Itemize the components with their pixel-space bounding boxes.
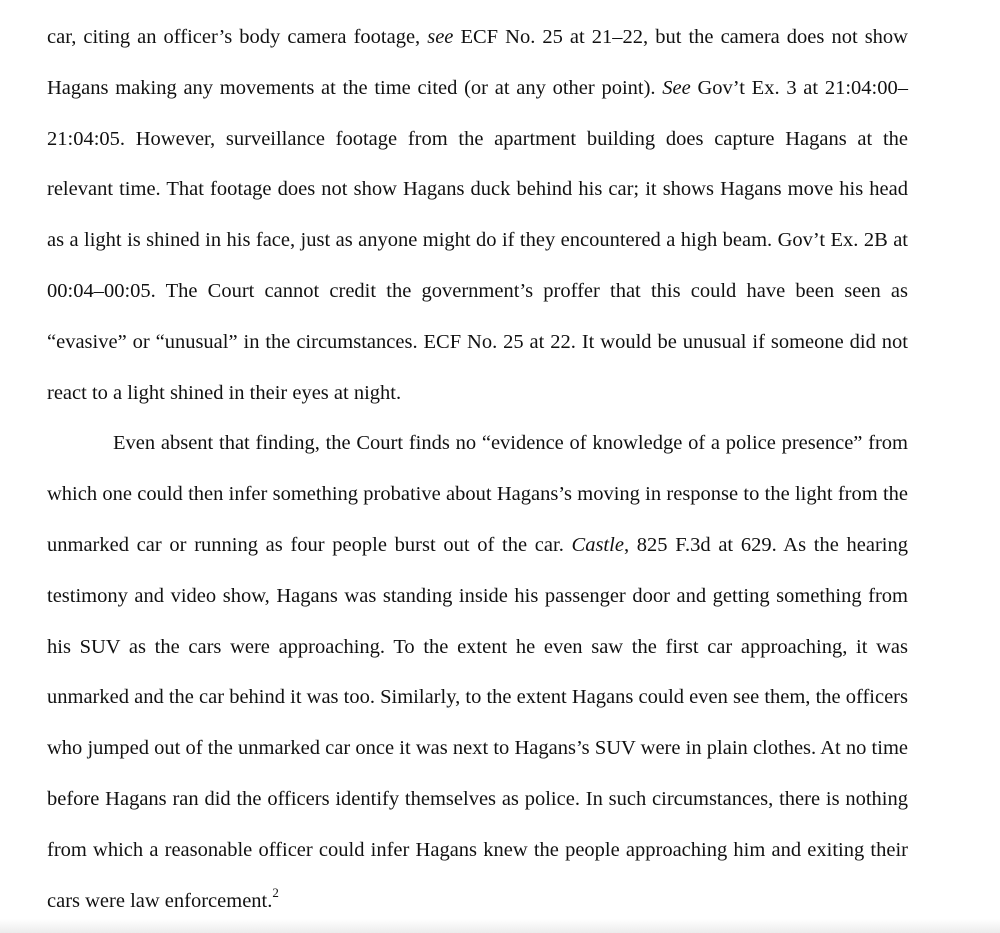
paragraph-knowledge-of-police xyxy=(47,418,908,926)
page-bottom-shadow xyxy=(0,919,1000,933)
paragraph-continuation xyxy=(47,12,908,418)
signal-see-italic: see xyxy=(427,26,454,48)
document-page xyxy=(47,12,908,926)
footnote-reference[interactable]: 2 xyxy=(272,884,279,900)
case-citation-italic: Castle xyxy=(571,533,624,556)
text-segment: car, citing an officer’s body camera footage, xyxy=(47,26,428,48)
text-segment: ECF No. 25 at 21–22, but the camera does not show Hagans making any movements at the time cited (or at any other point). xyxy=(47,26,908,99)
text-segment: Gov’t Ex. 3 at 21:04:00–21:04:05. However, surveillance footage from the apartment building does capture Hagans at the relevant time. That footage does not show Hagans duck behind his car; it shows Hagans move his head as a light is shined in his face, just as anyone might do if they encountered a high beam. Gov’t Ex. 2B at 00:04–00:05. The Court cannot credit the government’s proffer that this could have been seen as “evasive” or “unusual” in the circumstances. ECF No. 25 at 22. It would be unusual if someone did not react to a light shined in their eyes at night. xyxy=(47,76,908,404)
signal-see-italic: See xyxy=(662,76,691,99)
text-segment: Even absent that finding, the Court finds no “evidence of knowledge of a police presence” from which one could then infer something probative about Hagans’s moving in response to the light from the unmarked car or running as four people burst out of the car. xyxy=(47,432,908,556)
text-segment: , 825 F.3d at 629. As the hearing testimony and video show, Hagans was standing inside his passenger door and getting something from his SUV as the cars were approaching. To the extent he even saw the first car approaching, it was unmarked and the car behind it was too. Similarly, to the extent Hagans could even see them, the officers who jumped out of the unmarked car once it was next to Hagans’s SUV were in plain clothes. At no time before Hagans ran did the officers identify themselves as police. In such circumstances, there is nothing from which a reasonable officer could infer Hagans knew the people approaching him and exiting their cars were law enforcement. xyxy=(47,533,908,912)
